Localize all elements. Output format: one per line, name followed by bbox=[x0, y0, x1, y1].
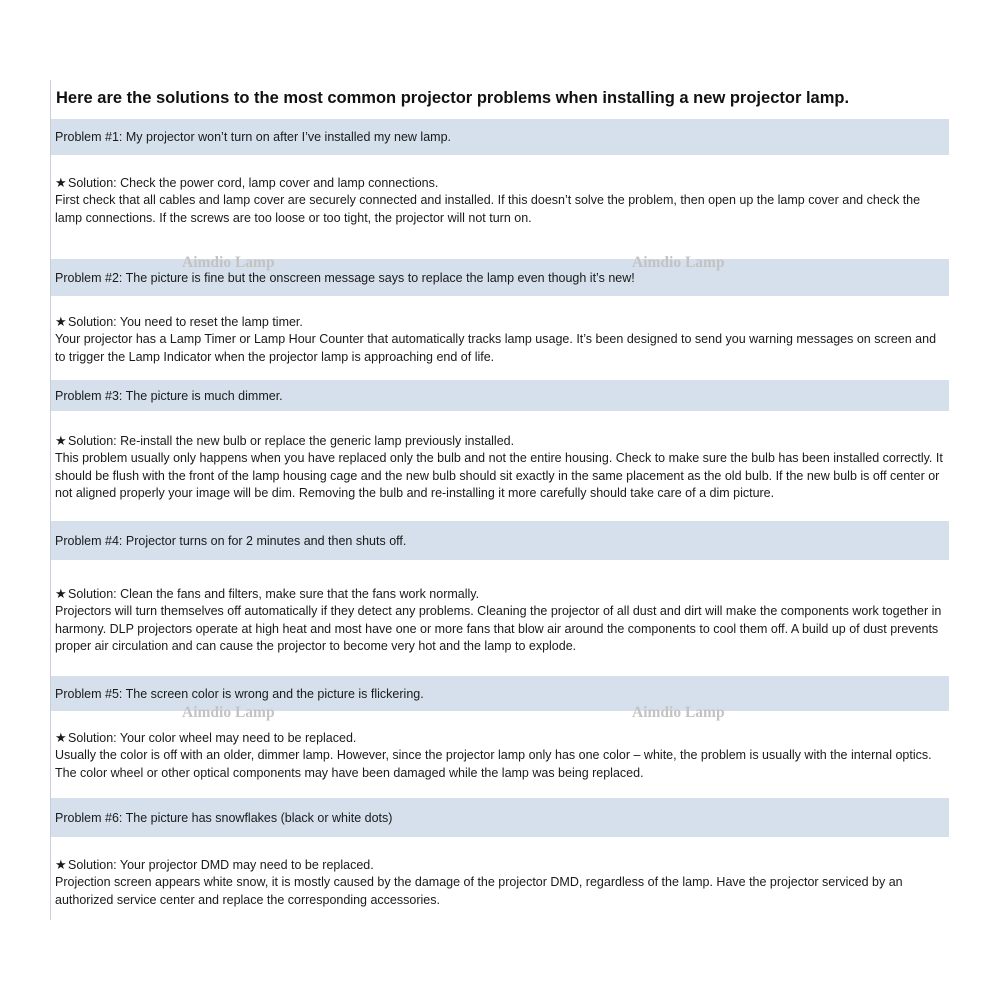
solution-5-body: Usually the color is off with an older, dimmer lamp. However, since the projector lamp only has one color – white, the problem is usually with the internal optics. The color wheel or other optical components may have been damaged while the lamp was being replaced. bbox=[55, 748, 932, 780]
star-icon: ★ bbox=[55, 433, 67, 448]
solution-2-title: ★Solution: You need to reset the lamp timer. bbox=[55, 314, 303, 329]
problem-1-header: Problem #1: My projector won’t turn on after I’ve installed my new lamp. bbox=[51, 119, 949, 155]
solution-2 bbox=[55, 314, 945, 366]
problem-3-header: Problem #3: The picture is much dimmer. bbox=[51, 380, 949, 411]
solution-4-title: ★Solution: Clean the fans and filters, make sure that the fans work normally. bbox=[55, 586, 480, 601]
solution-1 bbox=[55, 175, 945, 227]
star-icon: ★ bbox=[55, 857, 67, 872]
solution-5-title: ★Solution: Your color wheel may need to be replaced. bbox=[55, 730, 357, 745]
solution-4-body: Projectors will turn themselves off automatically if they detect any problems. Cleaning the projector of all dust and dirt will make the components work together in harmony. DLP projectors operate at high heat and most have one or more fans that blow air around the components to cool them off. A build up of dust prevents proper air circulation and can cause the projector to become very hot and the lamp to explode. bbox=[55, 604, 942, 653]
solution-6 bbox=[55, 857, 945, 909]
watermark: Aimdio Lamp bbox=[632, 254, 725, 271]
solution-1-body: First check that all cables and lamp cover are securely connected and installed. If this doesn’t solve the problem, then open up the lamp cover and check the lamp connections. If the screws are too loose or too tight, the projector will not turn on. bbox=[55, 193, 921, 225]
star-icon: ★ bbox=[55, 730, 67, 745]
watermark: Aimdio Lamp bbox=[182, 704, 275, 721]
page-title: Here are the solutions to the most common projector problems when installing a new projector lamp. bbox=[56, 89, 850, 107]
problem-5-header: Problem #5: The screen color is wrong and the picture is flickering. bbox=[51, 676, 949, 711]
problem-4-header: Problem #4: Projector turns on for 2 minutes and then shuts off. bbox=[51, 521, 949, 560]
solution-3-body: This problem usually only happens when you have replaced only the bulb and not the entire housing. Check to make sure the bulb has been installed correctly. It should be flush with the front of the lamp housing cage and the new bulb should sit exactly in the same placement as the old bulb. If the new bulb is off center or not aligned properly your image will be dim. Removing the bulb and re-installing it more carefully should take care of a dim picture. bbox=[55, 451, 943, 500]
solution-4 bbox=[55, 586, 945, 655]
star-icon: ★ bbox=[55, 314, 67, 329]
solution-5 bbox=[55, 730, 945, 782]
watermark: Aimdio Lamp bbox=[632, 704, 725, 721]
problem-2-header: Problem #2: The picture is fine but the onscreen message says to replace the lamp even though it’s new! bbox=[51, 259, 949, 296]
solution-2-body: Your projector has a Lamp Timer or Lamp Hour Counter that automatically tracks lamp usage. It’s been designed to send you warning messages on screen and to trigger the Lamp Indicator when the projector lamp is approaching end of life. bbox=[55, 332, 937, 364]
solution-3-title: ★Solution: Re-install the new bulb or replace the generic lamp previously installed. bbox=[55, 433, 515, 448]
solution-3 bbox=[55, 433, 945, 502]
solution-6-title: ★Solution: Your projector DMD may need to be replaced. bbox=[55, 857, 374, 872]
solution-6-body: Projection screen appears white snow, it is mostly caused by the damage of the projector DMD, regardless of the lamp. Have the projector serviced by an authorized service center and replace the corresponding accessories. bbox=[55, 875, 903, 907]
star-icon: ★ bbox=[55, 175, 67, 190]
watermark: Aimdio Lamp bbox=[182, 254, 275, 271]
problem-6-header: Problem #6: The picture has snowflakes (black or white dots) bbox=[51, 798, 949, 837]
solution-1-title: ★Solution: Check the power cord, lamp cover and lamp connections. bbox=[55, 175, 439, 190]
document bbox=[50, 80, 949, 920]
star-icon: ★ bbox=[55, 586, 67, 601]
